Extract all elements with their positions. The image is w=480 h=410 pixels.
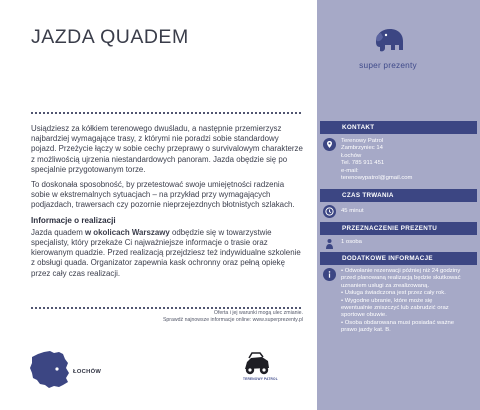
duration-value: 45 minut <box>341 208 364 214</box>
disclaimer-line-2: Sprawdź najnowsze informacje online: www.superprezenty.pl <box>162 317 303 323</box>
kontakt-line: Łochów <box>341 152 362 159</box>
recipients-value: 1 osoba <box>341 239 362 245</box>
section-header-przeznaczenie: PRZEZNACZENIE PREZENTU <box>320 222 477 235</box>
partner-logo <box>242 351 272 377</box>
dotted-divider-top <box>31 112 301 114</box>
kontakt-line: Zambrzyniec 14 <box>341 145 383 152</box>
description <box>31 124 303 284</box>
elephant-icon <box>368 26 408 54</box>
disclaimer <box>163 310 303 324</box>
page-title: JAZDA QUADEM <box>31 26 189 48</box>
list-item: • Osoba obdarowana musi posiadać ważne prawo jazdy kat. B. <box>341 319 455 334</box>
list-item: • Wygodne ubranie, które może się ewentualnie zniszczyć lub zabrudzić oraz sportowe obuwie. <box>341 297 449 319</box>
dotted-divider-bottom <box>31 307 301 309</box>
kontakt-phone: Tel. 785 911 451 <box>341 160 385 167</box>
poland-map-icon <box>28 348 72 390</box>
disclaimer-line-1: Oferta i jej warunki mogą ulec zmianie. <box>213 310 303 316</box>
info-heading: Informacje o realizacji <box>31 215 116 225</box>
person-icon <box>323 237 336 250</box>
info-location-bold: w okolicach Warszawy <box>84 227 170 237</box>
description-paragraph-2: To doskonała sposobność, by przetestować swoje umiejętności radzenia sobie w ekstremalnych sytuacjach – na przykład przy wymagających podjazdach, trawersach czy pozornie nieprzejezdnych błotnistych szlakach. <box>31 180 295 210</box>
section-header-dodatkowe: DODATKOWE INFORMACJE <box>320 252 477 265</box>
kontakt-line: e-mail: <box>341 167 359 174</box>
kontakt-email[interactable]: terenowypatrol@gmail.com <box>341 175 413 182</box>
additional-info-list <box>341 268 463 335</box>
list-item: • Odwołanie rezerwacji później niż 24 godziny przed planowaną realizacją będzie skutkować uznaniem usługi za zrealizowaną. <box>341 268 461 289</box>
location-pin-icon <box>323 138 336 151</box>
partner-logo-label: TERENOWY PATROL <box>243 377 278 381</box>
brand[interactable] <box>344 26 432 70</box>
list-item: • Usługa świadczona jest przez cały rok. <box>341 290 446 297</box>
location-label: ŁOCHÓW <box>73 369 102 375</box>
kontakt-details <box>341 138 412 182</box>
clock-icon <box>323 205 336 218</box>
info-icon <box>323 268 336 281</box>
description-paragraph-1: Usiądziesz za kółkiem terenowego dwuśladu, a następnie przemierzysz najbardziej wymagające trasy, z którymi nie poradzi sobie standardowy pojazd. Przeżycie łączy w sobie cechy przeprawy o survivalowym charakterze z możliwością ujrzenia niestandardowych panoram. Jazda obędzie się po specjalnie przygotowanym torze. <box>31 124 303 174</box>
brand-name: super prezenty <box>359 60 417 70</box>
section-header-czas-trwania: CZAS TRWANIA <box>320 189 477 202</box>
section-header-kontakt: KONTAKT <box>320 121 477 134</box>
info-paragraph: Jazda quadem w okolicach Warszawy odbędzie się w towarzystwie specjalisty, który przekaże Ci najważniejsze informacje o trasie oraz kierowanym quadzie. Przed realizacją przejdziesz też indywidualne szkolenie z obsługi quada. Organizator zapewnia kask ochronny oraz pełną opiekę przez cały czas realizacji. <box>31 227 301 278</box>
kontakt-line: Terenowy Patrol <box>341 138 384 144</box>
